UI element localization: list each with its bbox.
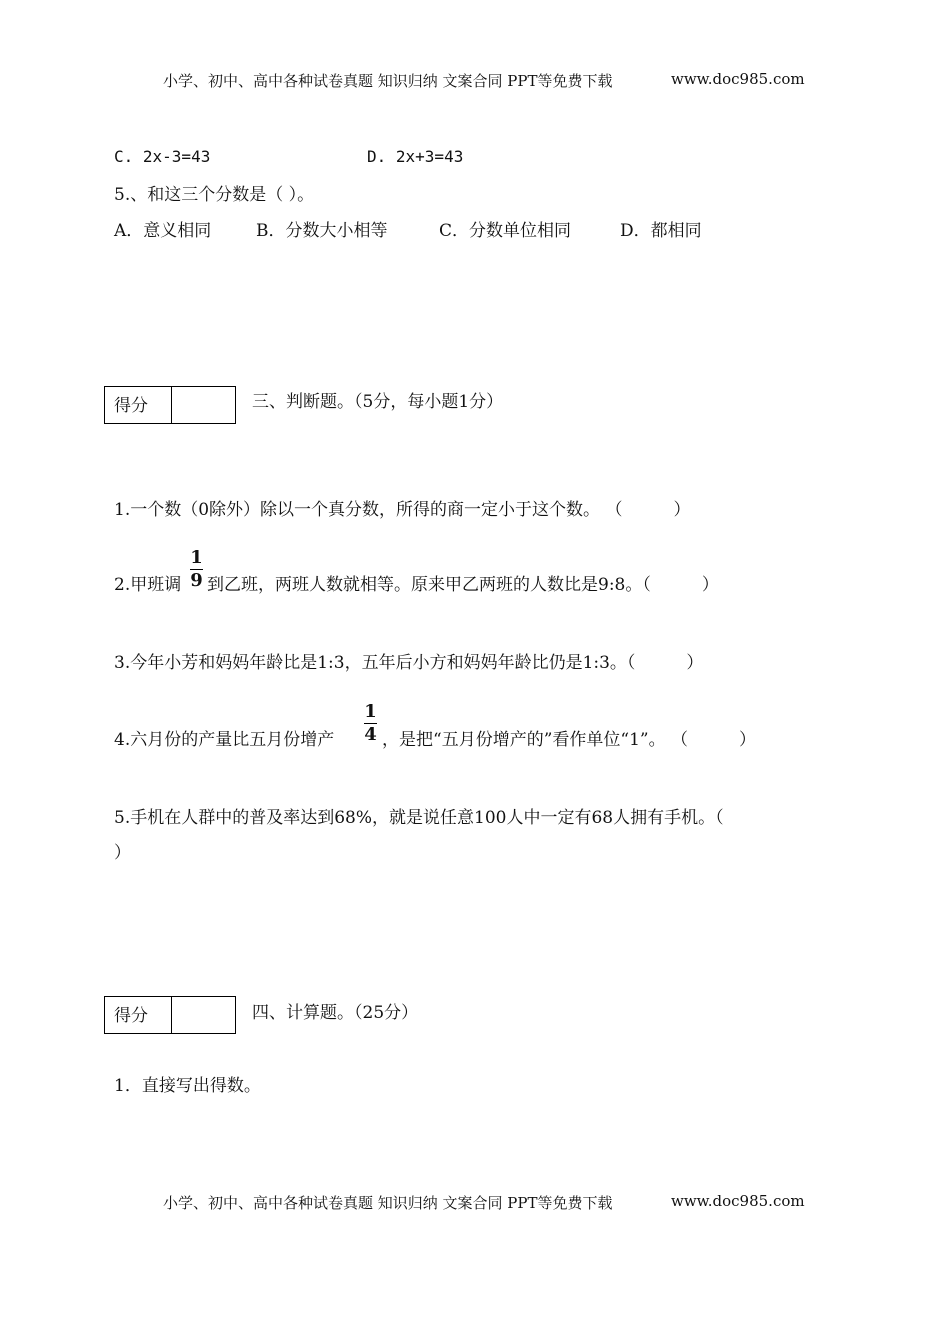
q5-stem: 5.、和这三个分数是（ ）。	[114, 185, 315, 205]
judge-item-1: 1.一个数（0除外）除以一个真分数，所得的商一定小于这个数。 （ ）	[114, 500, 691, 520]
fraction-one-quarter	[364, 702, 377, 745]
section4-title: 四、计算题。（25分）	[252, 1003, 419, 1023]
judge-item-5: 5.手机在人群中的普及率达到68%，就是说任意100人中一定有68人拥有手机。（	[114, 808, 724, 828]
section4-score-box	[104, 996, 236, 1034]
fraction-one-ninth	[190, 548, 203, 591]
footer-text: 小学、初中、高中各种试卷真题 知识归纳 文案合同 PPT等免费下载	[163, 1194, 613, 1212]
score-box-divider	[171, 387, 172, 423]
judge-item-3: 3.今年小芳和妈妈年龄比是1:3，五年后小方和妈妈年龄比仍是1:3。（ ）	[114, 653, 704, 673]
score-label: 得分	[114, 1006, 148, 1026]
score-box-divider	[171, 997, 172, 1033]
judge-item-4-start: 4.六月份的产量比五月份增产	[114, 730, 335, 750]
q5-option-b: B．分数大小相等	[256, 221, 388, 241]
q4-option-c: C. 2x-3=43	[114, 147, 211, 166]
q5-option-a: A．意义相同	[114, 221, 212, 241]
header-text: 小学、初中、高中各种试卷真题 知识归纳 文案合同 PPT等免费下载	[163, 72, 613, 90]
calc-item-1: 1．直接写出得数。	[114, 1076, 261, 1096]
q4-option-d: D. 2x+3=43	[367, 147, 464, 166]
judge-item-5-paren: ）	[114, 843, 131, 863]
fraction-denominator: 4	[364, 724, 377, 745]
q5-option-d: D．都相同	[620, 221, 702, 241]
judge-item-2-end: 到乙班，两班人数就相等。原来甲乙两班的人数比是9:8。（ ）	[207, 575, 719, 595]
section3-score-box	[104, 386, 236, 424]
fraction-denominator: 9	[190, 570, 203, 591]
section3-title: 三、判断题。（5分，每小题1分）	[252, 392, 504, 412]
q5-option-c: C．分数单位相同	[439, 221, 572, 241]
footer-url: www.doc985.com	[671, 1192, 805, 1210]
score-label: 得分	[114, 396, 148, 416]
judge-item-4-end: ，是把“五月份增产的”看作单位“1”。 （ ）	[382, 730, 756, 750]
fraction-numerator: 1	[364, 701, 377, 722]
judge-item-2-start: 2.甲班调	[114, 575, 182, 595]
header-url: www.doc985.com	[671, 70, 805, 88]
fraction-numerator: 1	[190, 547, 203, 568]
